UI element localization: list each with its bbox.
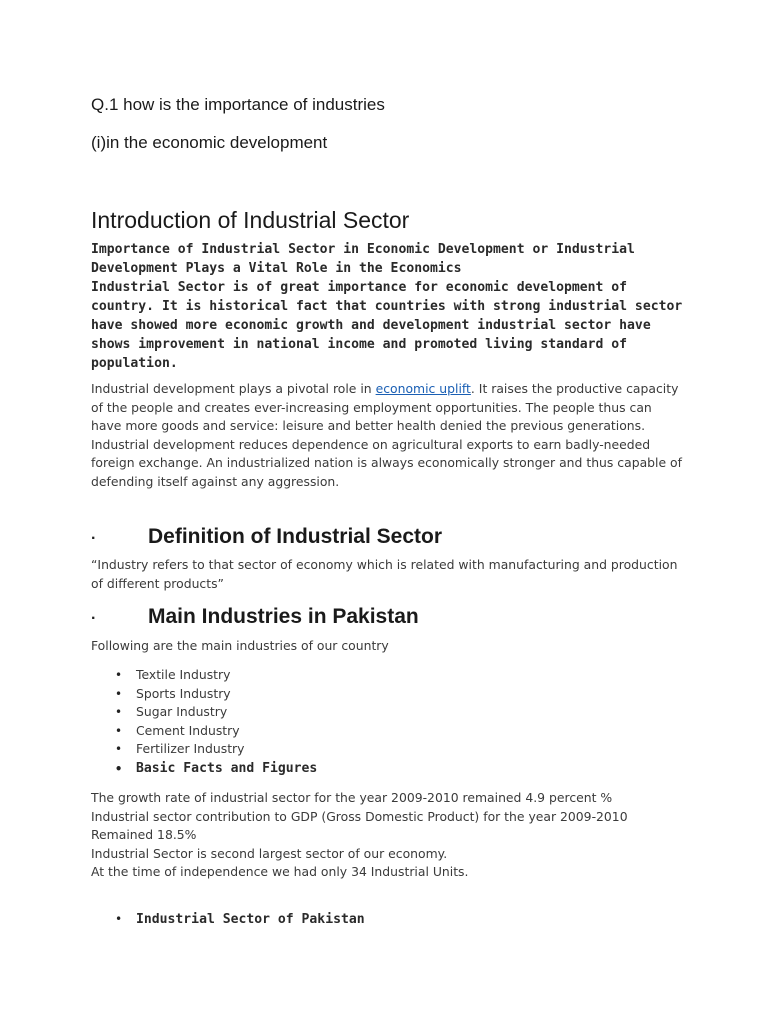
intro-bold-subtitle: Importance of Industrial Sector in Economic Development or Industrial Development Plays a Vital Role in the Economics	[91, 242, 635, 276]
fact-gdp-contribution: Industrial sector contribution to GDP (Gross Domestic Product) for the year 2009-2010 Remained 18.5%	[91, 808, 628, 842]
main-industries-intro: Following are the main industries of our country	[91, 638, 389, 653]
intro-body	[91, 380, 683, 491]
main-industries-heading	[91, 605, 419, 629]
bottom-list	[91, 910, 365, 929]
industry-list	[91, 666, 317, 778]
definition-text: “Industry refers to that sector of economy which is related with manufacturing and production of different products”	[91, 557, 678, 591]
intro-text-before-link: Industrial development plays a pivotal role in	[91, 381, 376, 396]
question-line-1: Q.1 how is the importance of industries	[91, 95, 385, 114]
list-item: • Fertilizer Industry	[91, 740, 317, 759]
main-industries-bullet: ·	[91, 610, 97, 627]
economic-uplift-link[interactable]: economic uplift	[375, 381, 471, 396]
list-item: • Cement Industry	[91, 722, 317, 741]
list-item: • Textile Industry	[91, 666, 317, 685]
fact-independence-units: At the time of independence we had only 34 Industrial Units.	[91, 864, 469, 879]
intro-bold-paragraph: Industrial Sector is of great importance for economic development of country. It is historical fact that countries with strong industrial sector have showed more economic growth and development industrial sector have shows improvement in national income and promoted living standard of population.	[91, 280, 683, 371]
industrial-sector-pakistan-item: • Industrial Sector of Pakistan	[91, 910, 365, 929]
intro-title: Introduction of Industrial Sector	[91, 207, 410, 233]
definition-heading	[91, 525, 442, 549]
facts-block	[91, 789, 683, 882]
question-line-2: (i)in the economic development	[91, 133, 328, 152]
main-industries-heading-text: Main Industries in Pakistan	[148, 605, 419, 628]
intro-paragraph-2: Industrial development reduces dependence on agricultural exports to earn badly-needed foreign exchange. An industrialized nation is always economically stronger and thus capable of defending itself against any aggression.	[91, 436, 682, 489]
definition-bullet: ·	[91, 530, 97, 547]
list-item: • Sugar Industry	[91, 703, 317, 722]
intro-paragraph-1	[91, 380, 683, 436]
list-item: • Sports Industry	[91, 685, 317, 704]
definition-heading-text: Definition of Industrial Sector	[148, 525, 443, 548]
basic-facts-item: • Basic Facts and Figures	[91, 760, 317, 779]
intro-bold-block	[91, 240, 683, 373]
fact-growth-rate: The growth rate of industrial sector for the year 2009-2010 remained 4.9 percent %	[91, 790, 613, 805]
intro-text-after-link: . It raises the productive capacity of the people and creates ever-increasing employment opportunities. The people thus can have more goods and service: leisure and better health denied the previous generations.	[91, 381, 679, 433]
fact-second-largest: Industrial Sector is second largest sector of our economy.	[91, 845, 448, 861]
